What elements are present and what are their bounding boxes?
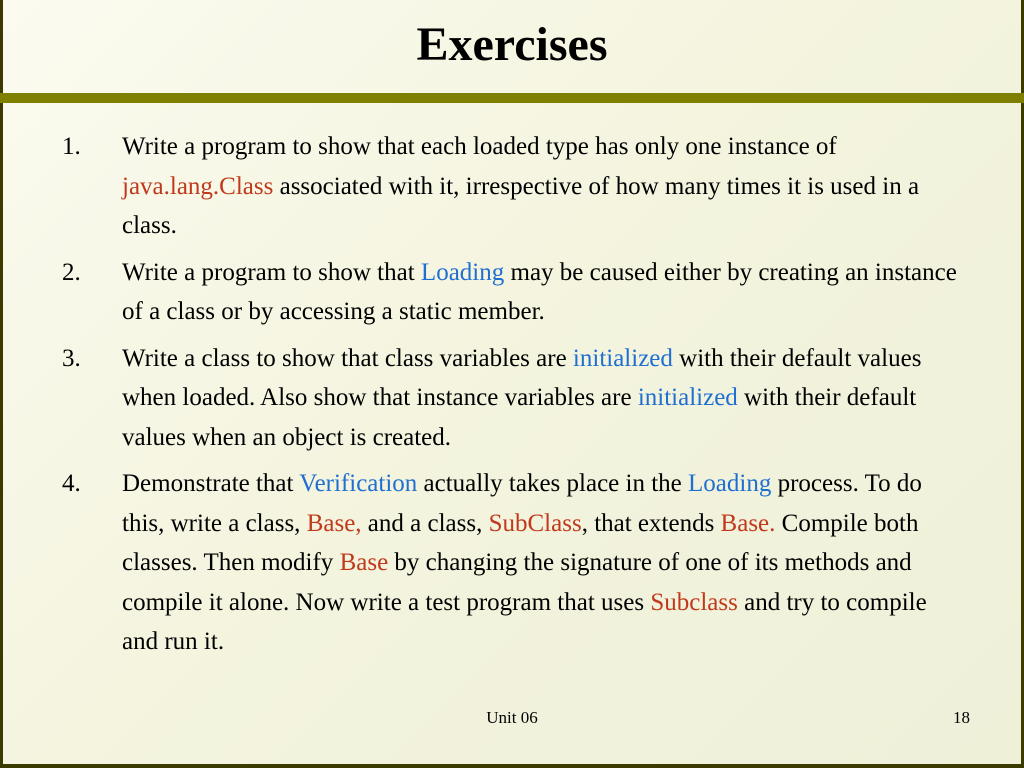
text-run: Compile both classes. Then modify (122, 509, 919, 576)
text-run: and a class, (361, 509, 489, 537)
slide-frame-bottom (0, 764, 1024, 768)
text-run: associated with it, irrespective of how many times it is used in a class. (122, 172, 920, 239)
exercise-number: 3. (62, 344, 81, 372)
highlighted-term: Base. (720, 509, 776, 537)
highlighted-term: initialized (572, 344, 673, 372)
exercise-item (62, 464, 967, 662)
exercise-text (122, 259, 957, 326)
highlighted-term: Verification (299, 470, 418, 497)
text-run: , that extends (581, 509, 721, 537)
footer-unit: Unit 06 (486, 708, 538, 727)
exercise-text (122, 345, 921, 451)
exercise-item (62, 127, 967, 246)
exercise-text (122, 470, 927, 655)
exercise-text (122, 133, 919, 239)
exercise-number: 2. (62, 258, 81, 286)
text-run: and try to compile and run it. (122, 588, 927, 655)
text-run: Write a class to show that class variables are (122, 344, 573, 372)
slide-title: Exercises (416, 18, 608, 71)
text-run: Write a program to show that each loaded type has only one instance of (122, 133, 837, 160)
highlighted-term: Loading (420, 258, 505, 286)
footer-page-number: 18 (953, 708, 970, 727)
exercise-list (62, 127, 967, 669)
text-run: Write a program to show that (122, 258, 421, 286)
title-underline-bar (0, 93, 1024, 103)
text-run: with their default values when loaded. Also show that instance variables are (122, 344, 922, 411)
highlighted-term: initialized (637, 384, 738, 411)
highlighted-term: Base (339, 549, 389, 576)
text-run: process. To do this, write a class, (122, 470, 922, 537)
highlighted-term: Loading (688, 470, 772, 497)
exercise-item (62, 339, 967, 458)
highlighted-term: Subclass (650, 588, 738, 616)
text-run: may be caused either by creating an instance of a class or by accessing a static member. (122, 258, 957, 325)
text-run: Demonstrate that (122, 470, 300, 497)
highlighted-term: Base, (306, 509, 362, 537)
slide-frame-left (0, 0, 3, 768)
text-run: with their default values when an object is created. (122, 384, 917, 451)
text-run: by changing the signature of one of its methods and compile it alone. Now write a test program that uses (122, 549, 912, 616)
exercise-number: 1. (62, 133, 81, 160)
highlighted-term: SubClass (488, 509, 582, 537)
exercise-number: 4. (62, 470, 81, 497)
highlighted-term: java.lang.Class (122, 172, 274, 200)
exercise-item (62, 253, 967, 332)
text-run: actually takes place in the (417, 470, 689, 497)
